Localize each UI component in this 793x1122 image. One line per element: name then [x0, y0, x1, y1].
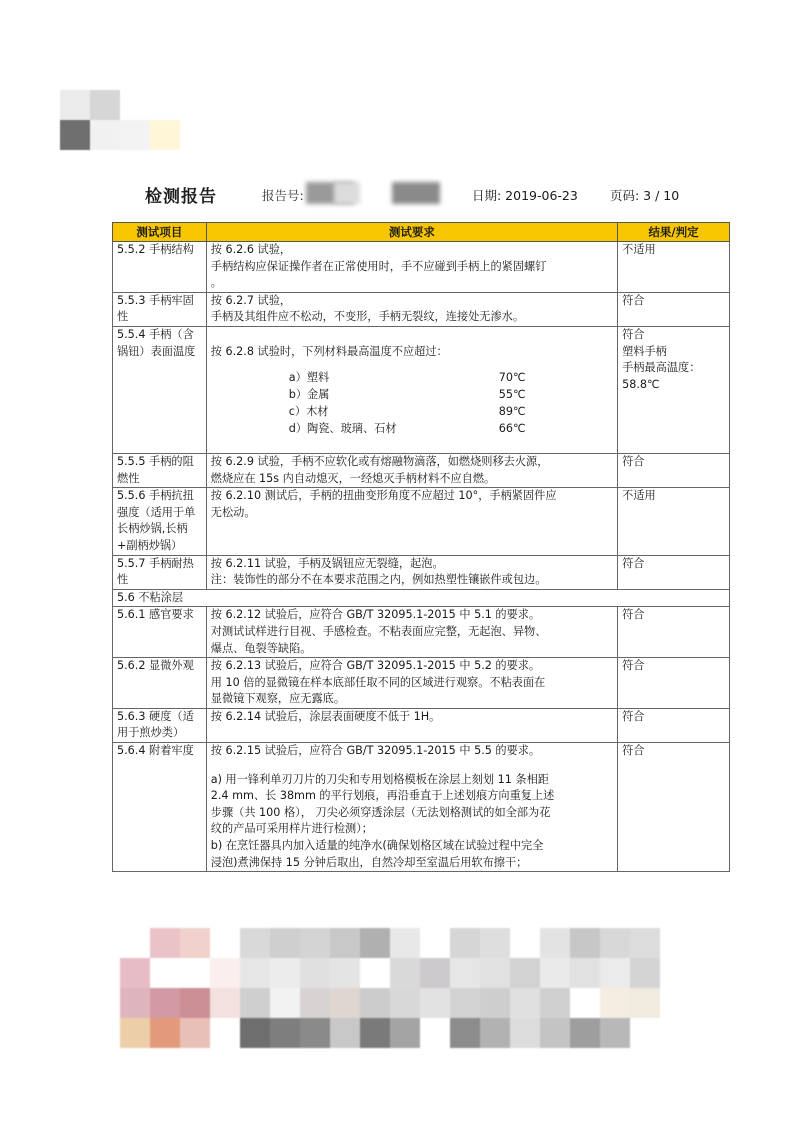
table-header-row — [113, 223, 730, 242]
item-name: 5.6.4 附着牢度 — [117, 744, 194, 758]
report-number-redacted — [334, 182, 360, 204]
table-row — [113, 242, 730, 293]
requirement-line: 按 6.2.8 试验时，下列材料最高温度不应超过： — [210, 344, 448, 358]
requirement-note: 注：装饰性的部分不在本要求范围之内，例如热塑性镶嵌件或包边。 — [210, 573, 547, 587]
requirement-line: b) 在烹饪器具内加入适量的纯净水(确保划格区域在试验过程中完全 — [210, 839, 544, 853]
material-limit: c）木材 89℃ — [288, 405, 526, 419]
item-name: 5.5.6 手柄抗扭强度（适用于单长柄炒锅,长柄+副柄炒锅） — [117, 489, 196, 552]
requirement-line: 无松动。 — [210, 505, 256, 519]
item-name: 5.6.3 硬度（适用于煎炒类） — [117, 709, 194, 740]
column-header-item: 测试项目 — [113, 223, 207, 242]
result-detail: 手柄最高温度： — [622, 361, 701, 375]
requirement-line: 手柄结构应保证操作者在正常使用时，手不应碰到手柄上的紧固螺钉 — [210, 259, 547, 273]
result-value: 符合 — [622, 744, 645, 758]
result-value: 符合 — [622, 556, 645, 570]
report-number-redacted — [392, 182, 440, 204]
stamp-signature-redacted — [120, 928, 660, 1052]
result-value: 符合 — [622, 454, 645, 468]
table-row — [113, 743, 730, 872]
material-limit: b）金属 55℃ — [288, 388, 526, 402]
requirement-line: 对测试试样进行目视、手感检查。不粘表面应完整，无起泡、异物、 — [210, 624, 547, 638]
result-value: 符合 — [622, 659, 645, 673]
requirement-line: 按 6.2.13 试验后，应符合 GB/T 32095.1-2015 中 5.2 的要求。 — [210, 659, 541, 673]
column-header-requirement: 测试要求 — [206, 223, 617, 242]
requirement-line: 纹的产品可采用样片进行检测）； — [210, 822, 373, 836]
report-title: 检测报告 — [145, 187, 217, 207]
requirement-line: 。 — [210, 276, 222, 290]
requirement-line: 按 6.2.7 试验， — [210, 293, 292, 307]
table-row — [113, 326, 730, 453]
result-value: 符合 — [622, 293, 645, 307]
requirement-line: 步骤（共 100 格）， 刀尖必须穿透涂层（无法划格测试的如全部为花 — [210, 805, 551, 819]
report-number-label: 报告号: — [262, 188, 304, 203]
requirement-line: 爆点、龟裂等缺陷。 — [210, 641, 312, 655]
requirement-line: 按 6.2.12 试验后，应符合 GB/T 32095.1-2015 中 5.1 的要求。 — [210, 608, 541, 622]
table-row — [113, 292, 730, 326]
item-name: 5.5.5 手柄的阻燃性 — [117, 454, 194, 485]
section-row — [113, 589, 730, 607]
page-number: 页码: 3 / 10 — [610, 188, 680, 203]
table-row — [113, 555, 730, 589]
result-value: 符合 — [622, 327, 645, 341]
report-date: 日期: 2019-06-23 — [472, 188, 578, 203]
requirement-line: 用 10 倍的显微镜在样本底部任取不同的区域进行观察。不粘表面在 — [210, 675, 546, 689]
requirement-line: 按 6.2.6 试验， — [210, 243, 292, 256]
result-value: 不适用 — [622, 243, 656, 256]
item-name: 5.6.2 显微外观 — [117, 659, 194, 673]
table-row — [113, 607, 730, 658]
requirement-line: 按 6.2.10 测试后，手柄的扭曲变形角度不应超过 10°，手柄紧固件应 — [210, 489, 557, 503]
requirement-line: 按 6.2.9 试验，手柄不应软化或有熔融物滴落，如燃烧则移去火源， — [210, 454, 549, 468]
table-row — [113, 658, 730, 709]
requirement-line: 按 6.2.11 试验，手柄及锅钮应无裂缝，起泡。 — [210, 556, 444, 570]
requirement-line: 2.4 mm、长 38mm 的平行划痕，再沿垂直于上述划痕方向重复上述 — [210, 789, 555, 803]
item-name: 5.6.1 感官要求 — [117, 608, 194, 622]
test-results-table — [112, 222, 730, 872]
table-row — [113, 488, 730, 555]
result-detail: 58.8℃ — [622, 377, 660, 391]
column-header-result: 结果/判定 — [618, 223, 730, 242]
report-header — [0, 180, 793, 210]
result-value: 不适用 — [622, 489, 656, 503]
item-name: 5.5.3 手柄牢固性 — [117, 293, 194, 324]
requirement-line: 手柄及其组件应不松动，不变形，手柄无裂纹，连接处无渗水。 — [210, 310, 525, 324]
table-row — [113, 708, 730, 742]
result-value: 符合 — [622, 709, 645, 723]
section-title: 5.6 不粘涂层 — [117, 590, 184, 604]
result-value: 符合 — [622, 608, 645, 622]
item-name: 5.5.2 手柄结构 — [117, 243, 194, 256]
company-logo-blurred — [60, 90, 184, 162]
item-name: 5.5.7 手柄耐热性 — [117, 556, 194, 587]
requirement-line: 显微镜下观察，应无露底。 — [210, 692, 346, 706]
result-detail: 塑料手柄 — [622, 344, 667, 358]
item-name: 5.5.4 手柄（含锅钮）表面温度 — [117, 327, 196, 358]
requirement-line: 按 6.2.15 试验后，应符合 GB/T 32095.1-2015 中 5.5 的要求。 — [210, 744, 541, 758]
material-limit: a）塑料 70℃ — [288, 371, 526, 385]
requirement-line: a) 用一锋利单刃刀片的刀尖和专用划格模板在涂层上刻划 11 条相距 — [210, 772, 549, 786]
material-limit: d）陶瓷、玻璃、石材 66℃ — [288, 422, 526, 436]
table-row — [113, 453, 730, 487]
requirement-line: 浸泡)煮沸保持 15 分钟后取出，自然冷却至室温后用软布擦干； — [210, 855, 528, 869]
requirement-line: 按 6.2.14 试验后，涂层表面硬度不低于 1H。 — [210, 709, 441, 723]
requirement-line: 燃烧应在 15s 内自动熄灭，一经熄灭手柄材料不应自燃。 — [210, 471, 496, 485]
